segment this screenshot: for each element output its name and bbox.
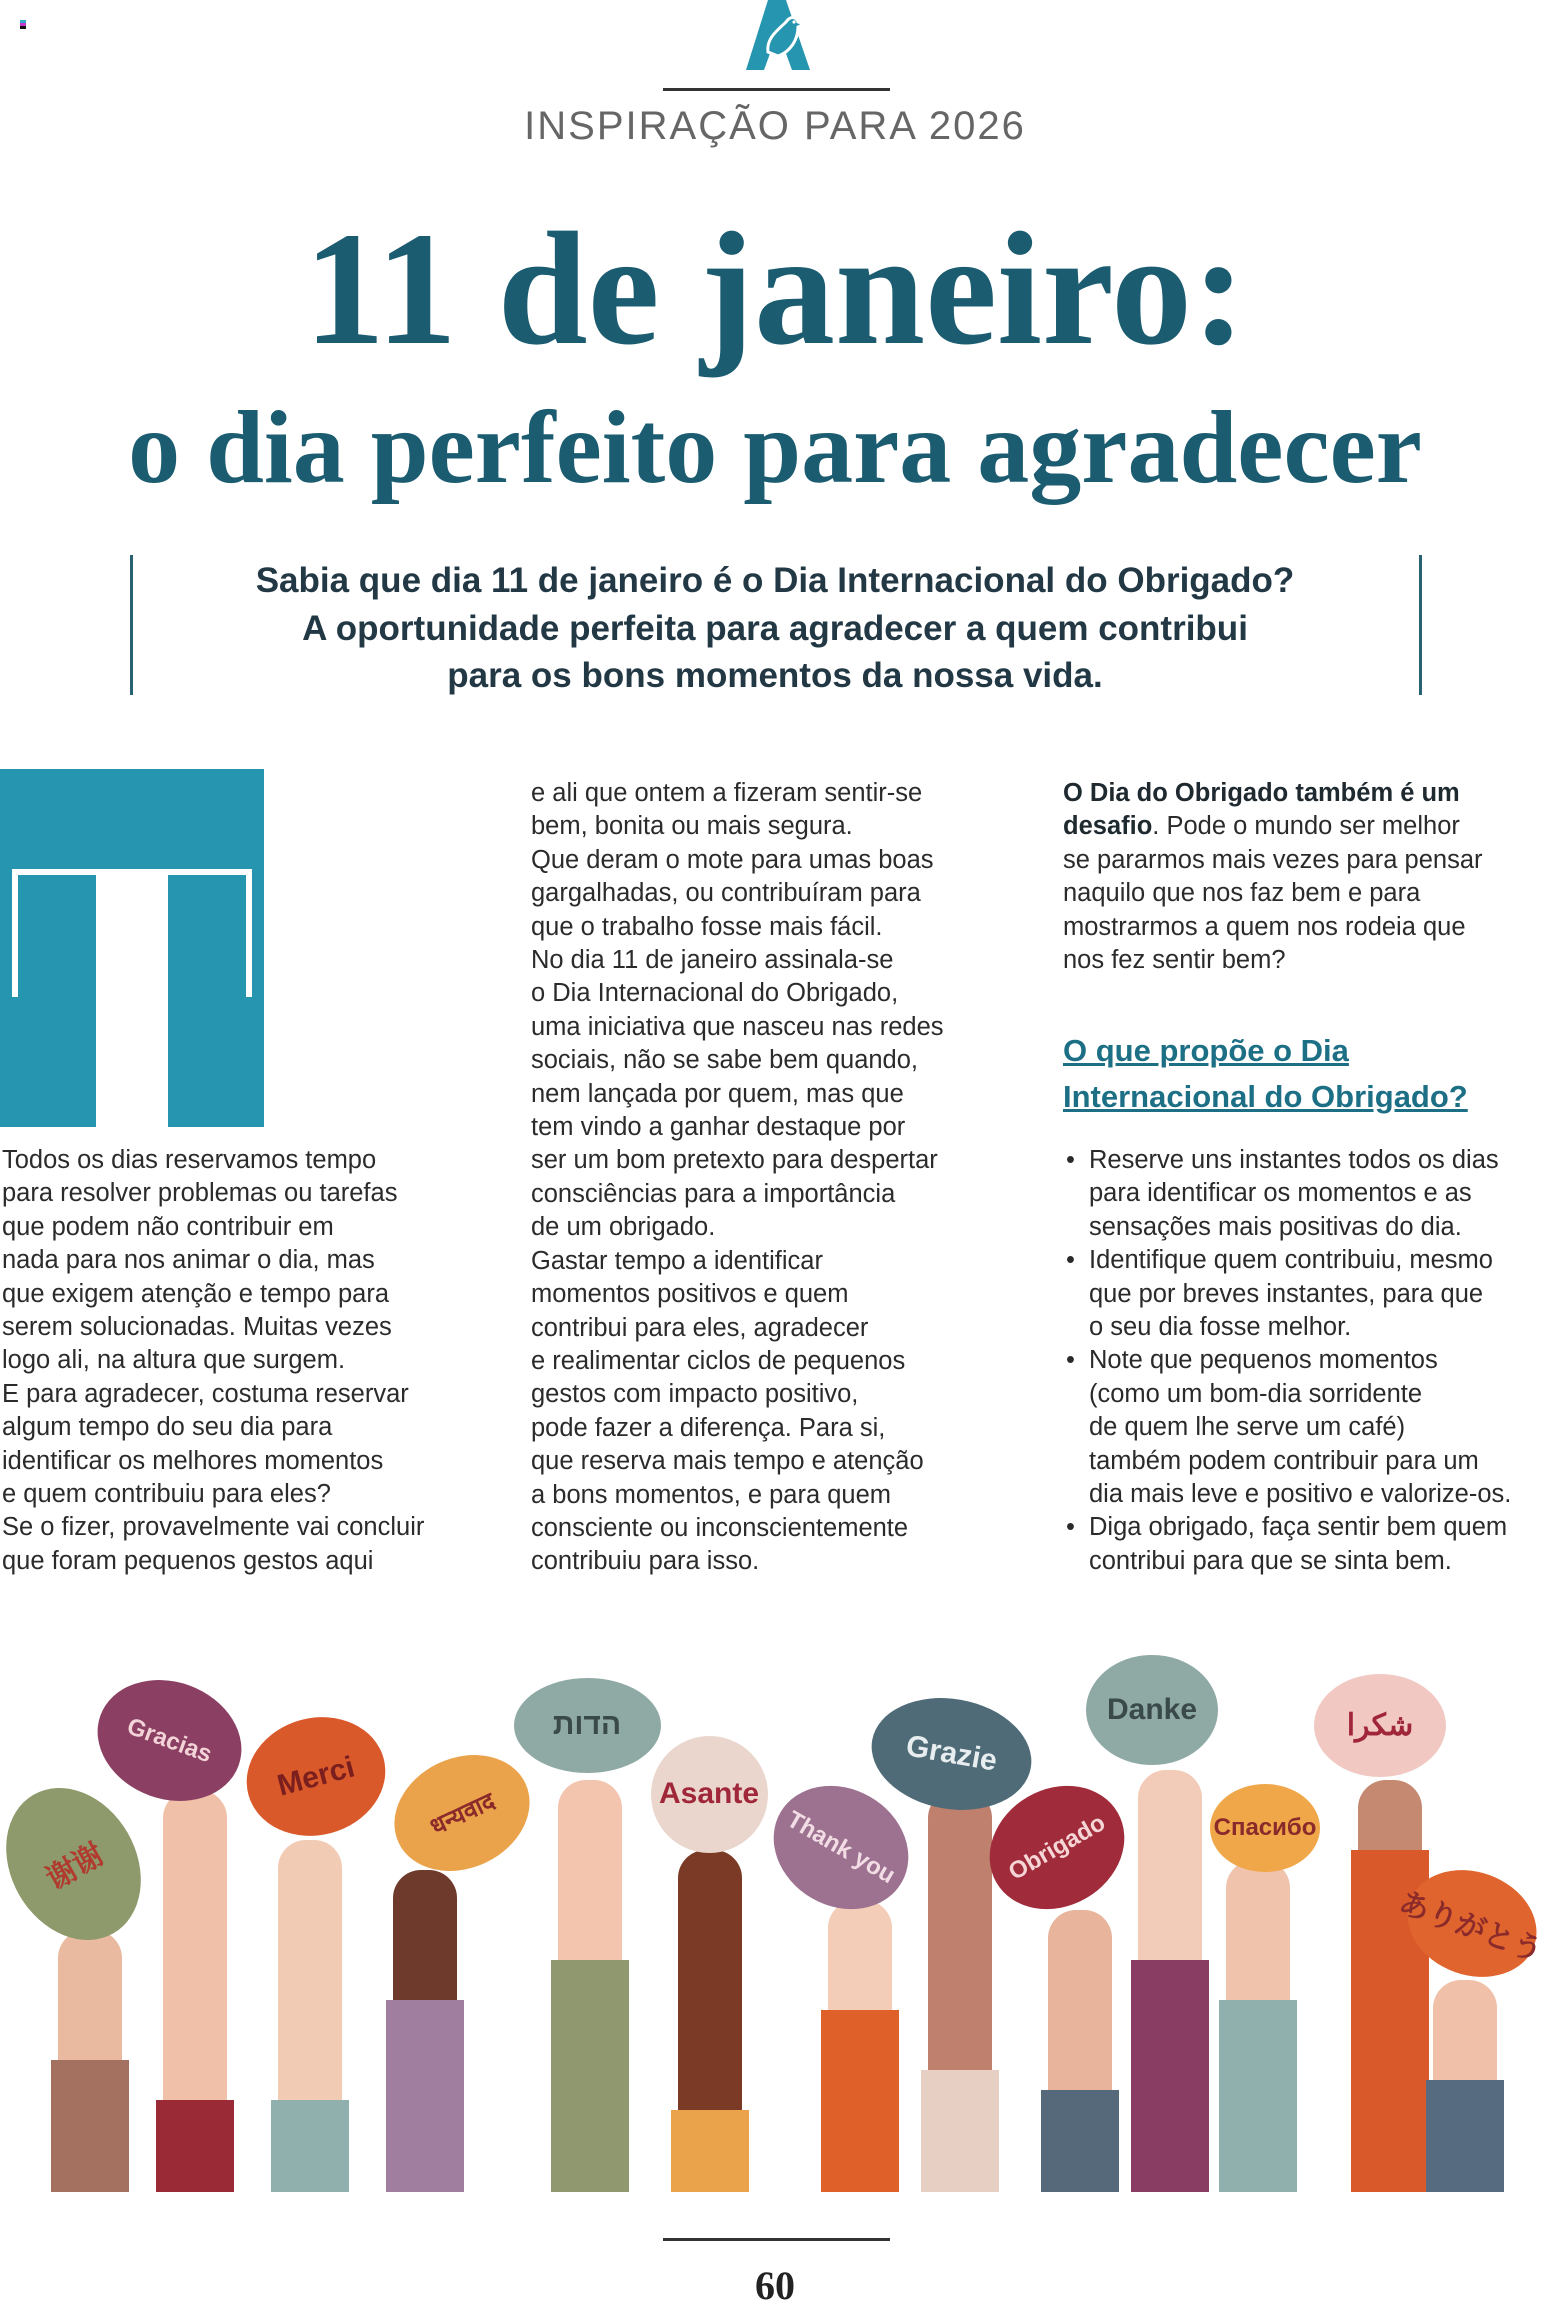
subheading — [1063, 1028, 1468, 1120]
bubble-word: Merci — [273, 1749, 358, 1802]
text-line: que reserva mais tempo e atenção — [531, 1447, 924, 1476]
text-line: pode fazer a diferença. Para si, — [531, 1413, 886, 1442]
subheading-line: O que propõe o Dia — [1063, 1033, 1349, 1068]
text-line: que por breves instantes, para que — [1089, 1279, 1484, 1308]
sleeve — [271, 2100, 349, 2192]
print-color-marks — [20, 20, 26, 29]
text-line: gestos com impacto positivo, — [531, 1380, 859, 1409]
intro-line: Sabia que dia 11 de janeiro é o Dia Internacional do Obrigado? — [255, 561, 1295, 600]
text-line: e ali que ontem a fizeram sentir-se — [531, 779, 923, 807]
bullet-list — [1063, 1144, 1511, 1578]
sleeve — [921, 2070, 999, 2192]
speech-bubble — [233, 1701, 399, 1850]
speech-bubble — [1314, 1674, 1446, 1777]
text-line: que podem não contribuir em — [2, 1212, 334, 1241]
bubble-word: Thank you — [782, 1804, 900, 1889]
text-line: que o trabalho fosse mais fácil. — [531, 912, 883, 941]
speech-bubble — [1086, 1655, 1218, 1765]
text-line: a bons momentos, e para quem — [531, 1480, 892, 1509]
intro-lead — [140, 557, 1410, 700]
speech-bubble — [862, 1686, 1040, 1822]
text-line: dia mais leve e positivo e valorize-os. — [1089, 1480, 1512, 1509]
bold-lead-2: desafio — [1063, 812, 1153, 841]
drop-cap-t — [0, 769, 264, 1127]
sleeve — [1041, 2090, 1119, 2192]
bubble-word: Спасибо — [1213, 1814, 1317, 1841]
text-line: que foram pequenos gestos aqui — [2, 1546, 374, 1575]
text-line: o seu dia fosse melhor. — [1089, 1313, 1352, 1342]
page-title-line2: o dia perfeito para agradecer — [128, 390, 1422, 505]
intro-right-bar — [1419, 555, 1422, 695]
text-line: contribui para eles, agradecer — [531, 1313, 869, 1342]
bubble-word: הדות — [552, 1708, 622, 1741]
sleeve — [51, 2060, 129, 2192]
bubble-word: Danke — [1106, 1693, 1198, 1726]
text-line: Todos os dias reservamos tempo — [2, 1146, 377, 1174]
text-line: se pararmos mais vezes para pensar — [1063, 845, 1483, 874]
bubble-word: شكرا — [1346, 1708, 1414, 1742]
sleeve — [671, 2110, 749, 2192]
speech-bubble — [651, 1736, 768, 1853]
page-title-line1: 11 de janeiro: — [304, 200, 1246, 379]
text-line: Diga obrigado, faça sentir bem quem — [1089, 1513, 1508, 1542]
intro-left-bar — [130, 555, 133, 695]
speech-bubble — [1210, 1784, 1320, 1872]
text-line: Que deram o mote para umas boas — [531, 845, 934, 874]
bubble-word: Obrigado — [1003, 1808, 1110, 1885]
bullet-icon: • — [1066, 1346, 1075, 1375]
text-line: o Dia Internacional do Obrigado, — [531, 979, 899, 1008]
list-item — [1063, 1244, 1511, 1344]
list-item — [1063, 1344, 1511, 1511]
brand-logo-icon — [738, 0, 818, 72]
text-line: momentos positivos e quem — [531, 1280, 849, 1309]
text-line: (como um bom-dia sorridente — [1089, 1379, 1423, 1408]
text-line: naquilo que nos faz bem e para — [1063, 879, 1421, 908]
text-line: de um obrigado. — [531, 1213, 716, 1242]
sleeve — [551, 1960, 629, 2192]
sleeve — [1219, 2000, 1297, 2192]
speech-bubble — [80, 1660, 258, 1820]
text-line: Note que pequenos momentos — [1089, 1346, 1438, 1375]
body-column-2 — [531, 777, 944, 1579]
text-line: de quem lhe serve um café) — [1089, 1413, 1406, 1442]
text-line: consciente ou inconscientemente — [531, 1513, 909, 1542]
text-line: nem lançada por quem, mas que — [531, 1079, 904, 1108]
text-line: tem vindo a ganhar destaque por — [531, 1113, 906, 1142]
bubble-word: Gracias — [123, 1711, 216, 1768]
text-line: Reserve uns instantes todos os dias — [1089, 1146, 1499, 1174]
text-line: para resolver problemas ou tarefas — [2, 1179, 398, 1208]
sleeve — [1131, 1960, 1209, 2192]
sleeve — [1426, 2080, 1504, 2192]
text-line: nos fez sentir bem? — [1063, 946, 1286, 975]
body-column-1 — [2, 1144, 424, 1578]
sleeve — [821, 2010, 899, 2192]
bubble-word: Grazie — [903, 1729, 1000, 1778]
body-text: . Pode o mundo ser melhor — [1152, 812, 1460, 841]
text-line: sociais, não se sabe bem quando, — [531, 1046, 919, 1075]
text-line: contribui para que se sinta bem. — [1089, 1546, 1452, 1575]
text-line: Identifique quem contribuiu, mesmo — [1089, 1246, 1493, 1275]
page-number: 60 — [755, 2263, 795, 2308]
bubble-word: 谢谢 — [40, 1837, 109, 1897]
bullet-icon: • — [1066, 1513, 1075, 1542]
header-rule — [663, 88, 890, 91]
text-line: E para agradecer, costuma reservar — [2, 1379, 409, 1408]
text-line: algum tempo do seu dia para — [2, 1413, 333, 1442]
text-line: bem, bonita ou mais segura. — [531, 812, 853, 841]
text-line: serem solucionadas. Muitas vezes — [2, 1313, 392, 1342]
intro-line: para os bons momentos da nossa vida. — [447, 656, 1103, 695]
text-line: No dia 11 de janeiro assinala-se — [531, 946, 894, 975]
text-line: contribuiu para isso. — [531, 1547, 760, 1576]
bold-lead: O Dia do Obrigado também é um — [1063, 779, 1460, 807]
list-item — [1063, 1144, 1511, 1244]
bubble-word: ありがとう — [1394, 1885, 1547, 1968]
text-line: Se o fizer, provavelmente vai concluir — [2, 1513, 425, 1542]
text-line: nada para nos animar o dia, mas — [2, 1246, 375, 1275]
text-line: logo ali, na altura que surgem. — [2, 1346, 346, 1375]
text-line: para identificar os momentos e as — [1089, 1179, 1472, 1208]
text-line: sensações mais positivas do dia. — [1089, 1212, 1462, 1241]
text-line: Gastar tempo a identificar — [531, 1246, 823, 1275]
text-line: e realimentar ciclos de pequenos — [531, 1346, 906, 1375]
speech-bubble — [0, 1763, 167, 1964]
thank-you-languages-illustration — [0, 1650, 1550, 2210]
text-line: identificar os melhores momentos — [2, 1446, 384, 1475]
bubble-word: धन्यवाद — [425, 1787, 499, 1841]
text-line: também podem contribuir para um — [1089, 1446, 1479, 1475]
text-line: uma iniciativa que nasceu nas redes — [531, 1012, 944, 1041]
sleeve — [156, 2100, 234, 2192]
footer-rule — [663, 2238, 890, 2241]
text-line: que exigem atenção e tempo para — [2, 1279, 390, 1308]
speech-bubble — [375, 1734, 548, 1893]
text-line: gargalhadas, ou contribuíram para — [531, 879, 921, 908]
section-kicker: INSPIRAÇÃO PARA 2026 — [524, 104, 1026, 148]
speech-bubble — [514, 1678, 661, 1773]
text-line: mostrarmos a quem nos rodeia que — [1063, 912, 1466, 941]
text-line: e quem contribuiu para eles? — [2, 1480, 331, 1509]
text-line: ser um bom pretexto para despertar — [531, 1146, 938, 1175]
body-column-3 — [1063, 777, 1483, 977]
sleeve — [386, 2000, 464, 2192]
intro-line: A oportunidade perfeita para agradecer a quem contribui — [302, 608, 1248, 648]
bullet-icon: • — [1066, 1146, 1075, 1174]
bubble-word: Asante — [658, 1777, 760, 1810]
text-line: consciências para a importância — [531, 1179, 896, 1208]
list-item — [1063, 1511, 1511, 1578]
bullet-icon: • — [1066, 1246, 1075, 1275]
subheading-line: Internacional do Obrigado? — [1063, 1079, 1468, 1114]
